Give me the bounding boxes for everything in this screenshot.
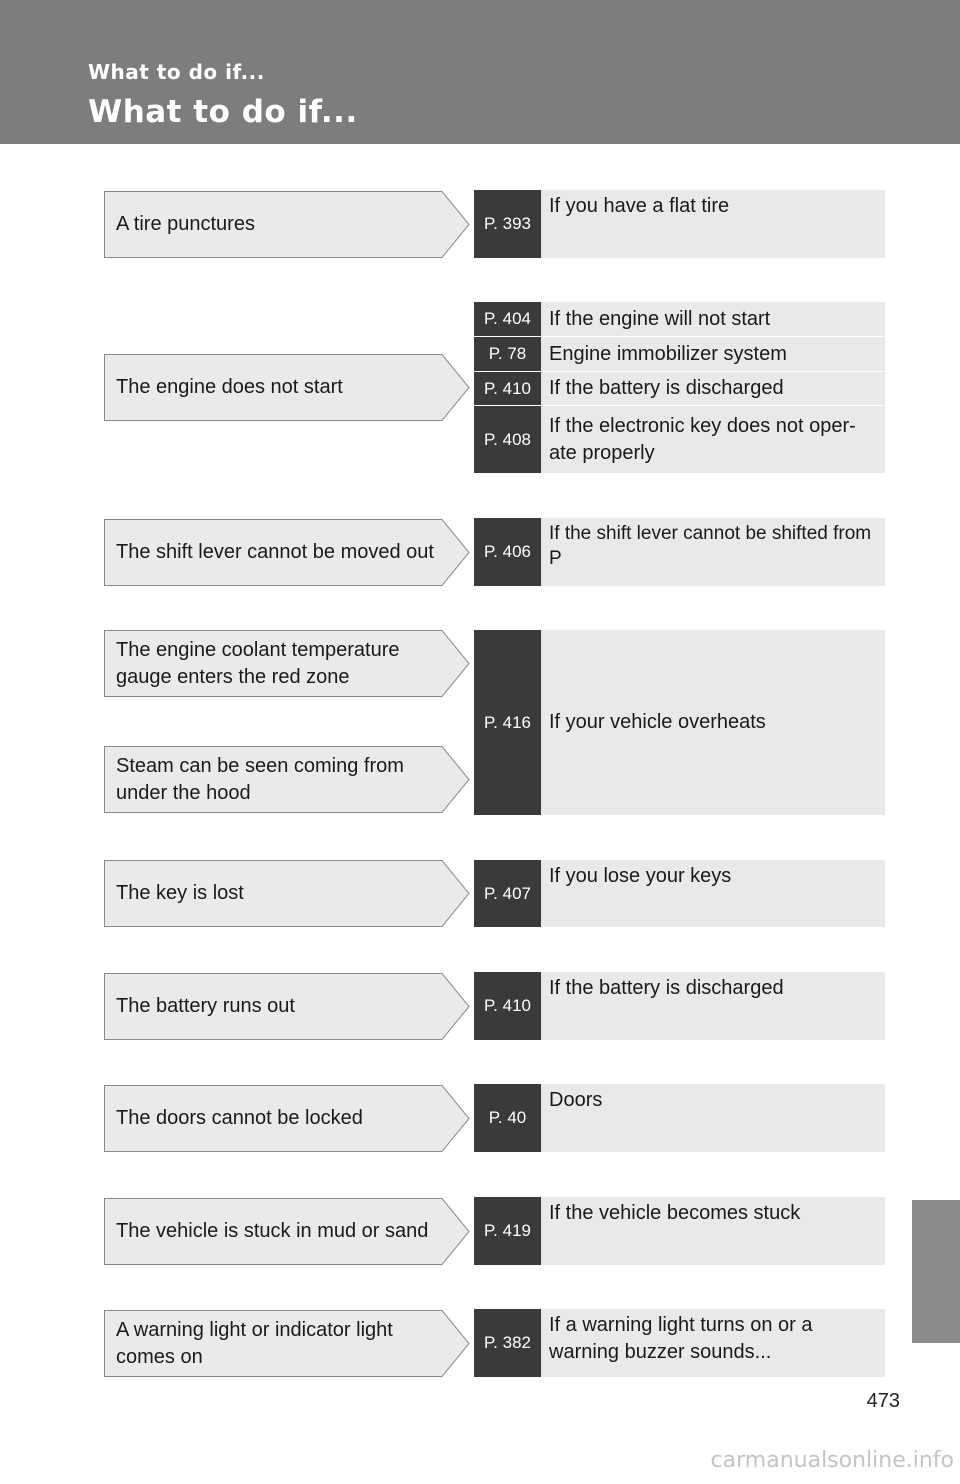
issue-box-doors-locked [104, 1085, 470, 1152]
issue-text: The key is lost [116, 882, 244, 904]
reference-label: If you lose your keys [549, 865, 732, 887]
reference-tire[interactable] [474, 190, 885, 258]
reference-electronic-key[interactable] [474, 406, 885, 473]
page-ref[interactable]: P. 406 [474, 518, 541, 586]
page-ref[interactable]: P. 78 [474, 337, 541, 371]
reference-label: If the electronic key does not oper- ate properly [549, 414, 856, 464]
page-title: What to do if... [88, 94, 358, 130]
reference-battery-discharged[interactable] [474, 972, 885, 1040]
reference-label: If the vehicle becomes stuck [549, 1202, 801, 1224]
reference-label: If your vehicle overheats [549, 711, 766, 733]
reference-doors[interactable] [474, 1084, 885, 1152]
issue-text: The engine coolant temperature gauge enters the red zone [116, 638, 400, 688]
page-header [0, 0, 960, 144]
reference-warning-light[interactable] [474, 1309, 885, 1377]
reference-immobilizer[interactable] [474, 337, 885, 371]
issue-box-shift-lever [104, 519, 470, 586]
page-ref[interactable]: P. 393 [474, 190, 541, 258]
reference-shift-lever[interactable] [474, 518, 885, 586]
reference-vehicle-stuck[interactable] [474, 1197, 885, 1265]
page-ref[interactable]: P. 408 [474, 406, 541, 473]
issue-text: Steam can be seen coming from under the hood [116, 754, 404, 804]
page-ref[interactable]: P. 40 [474, 1084, 541, 1152]
issue-text: A warning light or indicator light comes on [116, 1318, 393, 1368]
page-ref[interactable]: P. 416 [474, 630, 541, 815]
reference-overheats[interactable] [474, 630, 885, 815]
reference-label: If a warning light turns on or a warning buzzer sounds... [549, 1314, 813, 1363]
reference-label: If the shift lever cannot be shifted from P [549, 523, 872, 569]
issue-box-battery-runs-out [104, 973, 470, 1040]
page-number: 473 [866, 1390, 900, 1412]
issue-text: The battery runs out [116, 995, 295, 1017]
reference-label: Engine immobilizer system [549, 342, 787, 365]
issue-box-vehicle-stuck [104, 1198, 470, 1265]
issue-text: The engine does not start [116, 376, 343, 398]
issue-box-steam-hood [104, 746, 470, 813]
page-ref[interactable]: P. 419 [474, 1197, 541, 1265]
issue-text: The vehicle is stuck in mud or sand [116, 1220, 429, 1242]
page-ref[interactable]: P. 382 [474, 1309, 541, 1377]
watermark: carmanualsonline.info [710, 1448, 954, 1473]
section-label: What to do if... [88, 60, 265, 84]
issue-box-tire-punctures [104, 191, 470, 258]
issue-text: A tire punctures [116, 213, 255, 235]
reference-label: If you have a flat tire [549, 195, 730, 217]
reference-label: If the battery is discharged [549, 377, 784, 399]
reference-label: If the battery is discharged [549, 977, 784, 999]
reference-battery[interactable] [474, 372, 885, 405]
reference-label: If the engine will not start [549, 307, 771, 330]
issue-box-engine-not-start [104, 354, 470, 421]
issue-text: The doors cannot be locked [116, 1107, 363, 1129]
issue-box-coolant-temperature [104, 630, 470, 697]
reference-lose-keys[interactable] [474, 860, 885, 927]
issue-text: The shift lever cannot be moved out [116, 541, 434, 563]
page-ref[interactable]: P. 410 [474, 372, 541, 405]
section-thumb-tab[interactable] [912, 1200, 960, 1343]
page-ref[interactable]: P. 407 [474, 860, 541, 927]
page-ref[interactable]: P. 410 [474, 972, 541, 1040]
issue-box-warning-light [104, 1310, 470, 1377]
reference-engine-start[interactable] [474, 302, 885, 336]
page-ref[interactable]: P. 404 [474, 302, 541, 336]
reference-label: Doors [549, 1089, 603, 1111]
issue-box-key-lost [104, 860, 470, 927]
